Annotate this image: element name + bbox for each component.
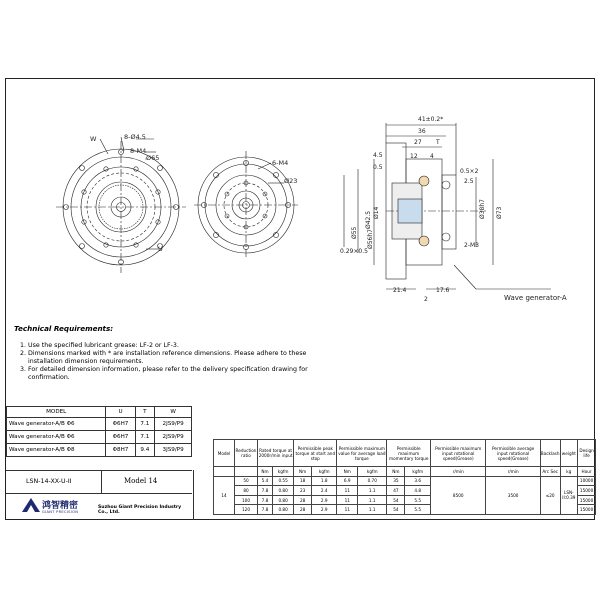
dim-4-5: 4.5 — [373, 152, 383, 159]
u-label: U — [158, 245, 163, 253]
model-name: Model 14 — [124, 477, 158, 485]
tech-item: 2. Dimensions marked with * are installation reference dimensions. Please adhere to these installation dimension requirements. — [28, 350, 324, 365]
spec-units-row: Nm kgfm Nm kgfm Nm kgfm Nm kgfm r/min r/min Arc Sec kg Hour — [214, 467, 596, 477]
table-row: Wave generator-A/B Φ8 Φ8H7 9.4 3JS9/P9 — [7, 444, 192, 457]
drawing-sheet — [5, 78, 595, 520]
dim-chamfer: 0.5×2 — [460, 168, 479, 175]
dim-21-4: 21.4 — [393, 287, 407, 294]
front-view-middle — [194, 151, 298, 259]
dim-36: 36 — [418, 128, 426, 135]
front-view-left — [56, 137, 186, 273]
brand-chinese: 鸿智精密 — [42, 501, 79, 511]
dim-4: 4 — [430, 153, 434, 160]
table-row: 100 7.8 0.80 28 2.9 11 1.1 54 5.5 15000 — [214, 495, 596, 505]
section-view — [344, 123, 551, 289]
technical-requirements — [14, 325, 324, 383]
table-row: 80 7.8 0.80 23 2.4 11 1.1 47 4.8 15000 — [214, 486, 596, 496]
table-row: Wave generator-A/B Φ6 Φ6H7 7.1 2JS9/P9 — [7, 431, 192, 444]
col-model: MODEL — [7, 407, 106, 418]
dim-0-29: 0.29×0.5 — [340, 248, 368, 255]
dia-55: Ø55 — [351, 226, 358, 239]
mid-dia-label: Ø23 — [284, 177, 298, 185]
table-row: 14 50 5.4 0.55 18 1.8 6.9 0.70 35 3.6 8500 3500 ≤20 LSN-II:0.39 10000 — [214, 476, 596, 486]
spec-header-row: Model Reduction ratio Rated torque at 2000r/min input Permissible peak torque at start and stop Permissible maximum value for average load torque Permissible maximum momentary torque Permissible maximum input rotational speed(Grease) Permissible average input rotational speed(Grease) Backlash weight Design life — [214, 440, 596, 467]
holes-b-label: 8-M4 — [130, 147, 147, 155]
dim-41: 41±0.2* — [418, 116, 444, 123]
dia-14: Ø14 — [373, 206, 380, 219]
spec-table — [213, 439, 596, 515]
table-row: Wave generator-A/B Φ6 Φ6H7 7.1 2JS9/P9 — [7, 418, 192, 431]
company-logo-icon — [20, 496, 42, 516]
thread-2-m3: 2-M3 — [464, 242, 479, 249]
dia-38h7: Ø38h7 — [479, 199, 486, 219]
company-name: Suzhou Giant Precision Industry Co., Ltd. — [98, 505, 182, 515]
dia-73: Ø73 — [496, 206, 503, 219]
dim-0-5: 0.5 — [373, 164, 383, 171]
dim-2: 2 — [424, 296, 428, 303]
mid-holes-label: 6-M4 — [272, 159, 289, 167]
brand-english: GIANT PRECISION — [42, 510, 79, 514]
dim-2-5: 2.5 — [464, 178, 474, 185]
title-block — [6, 470, 192, 521]
dim-12: 12 — [410, 153, 418, 160]
holes-a-label: 8-Ø4.5 — [124, 133, 146, 141]
tech-item: 3. For detailed dimension information, please refer to the delivery specification drawing for confirmation. — [28, 366, 324, 381]
model-table — [6, 406, 192, 457]
w-label: W — [90, 135, 97, 143]
dim-27: 27 — [414, 139, 422, 146]
part-code: LSN-14-XX-U-II — [26, 478, 72, 485]
technical-drawings — [6, 79, 594, 319]
dim-17-6: 17.6 — [436, 287, 450, 294]
dia-42-5: Ø42.5 — [365, 210, 372, 229]
tech-item: 1. Use the specified lubricant grease: LF-2 or LF-3. — [28, 342, 324, 350]
tech-title: Technical Requirements: — [14, 324, 114, 333]
col-u: U — [106, 407, 135, 418]
wave-generator-callout: Wave generator-A — [504, 294, 567, 302]
dim-t: T — [436, 139, 440, 146]
col-w: W — [155, 407, 192, 418]
dia65-label: Ø65 — [146, 154, 160, 162]
model-row — [6, 471, 192, 494]
dia-56h7: Ø56h7 — [367, 229, 374, 249]
table-row: 120 7.8 0.80 28 2.9 11 1.1 54 5.5 15000 — [214, 505, 596, 515]
col-t: T — [135, 407, 155, 418]
